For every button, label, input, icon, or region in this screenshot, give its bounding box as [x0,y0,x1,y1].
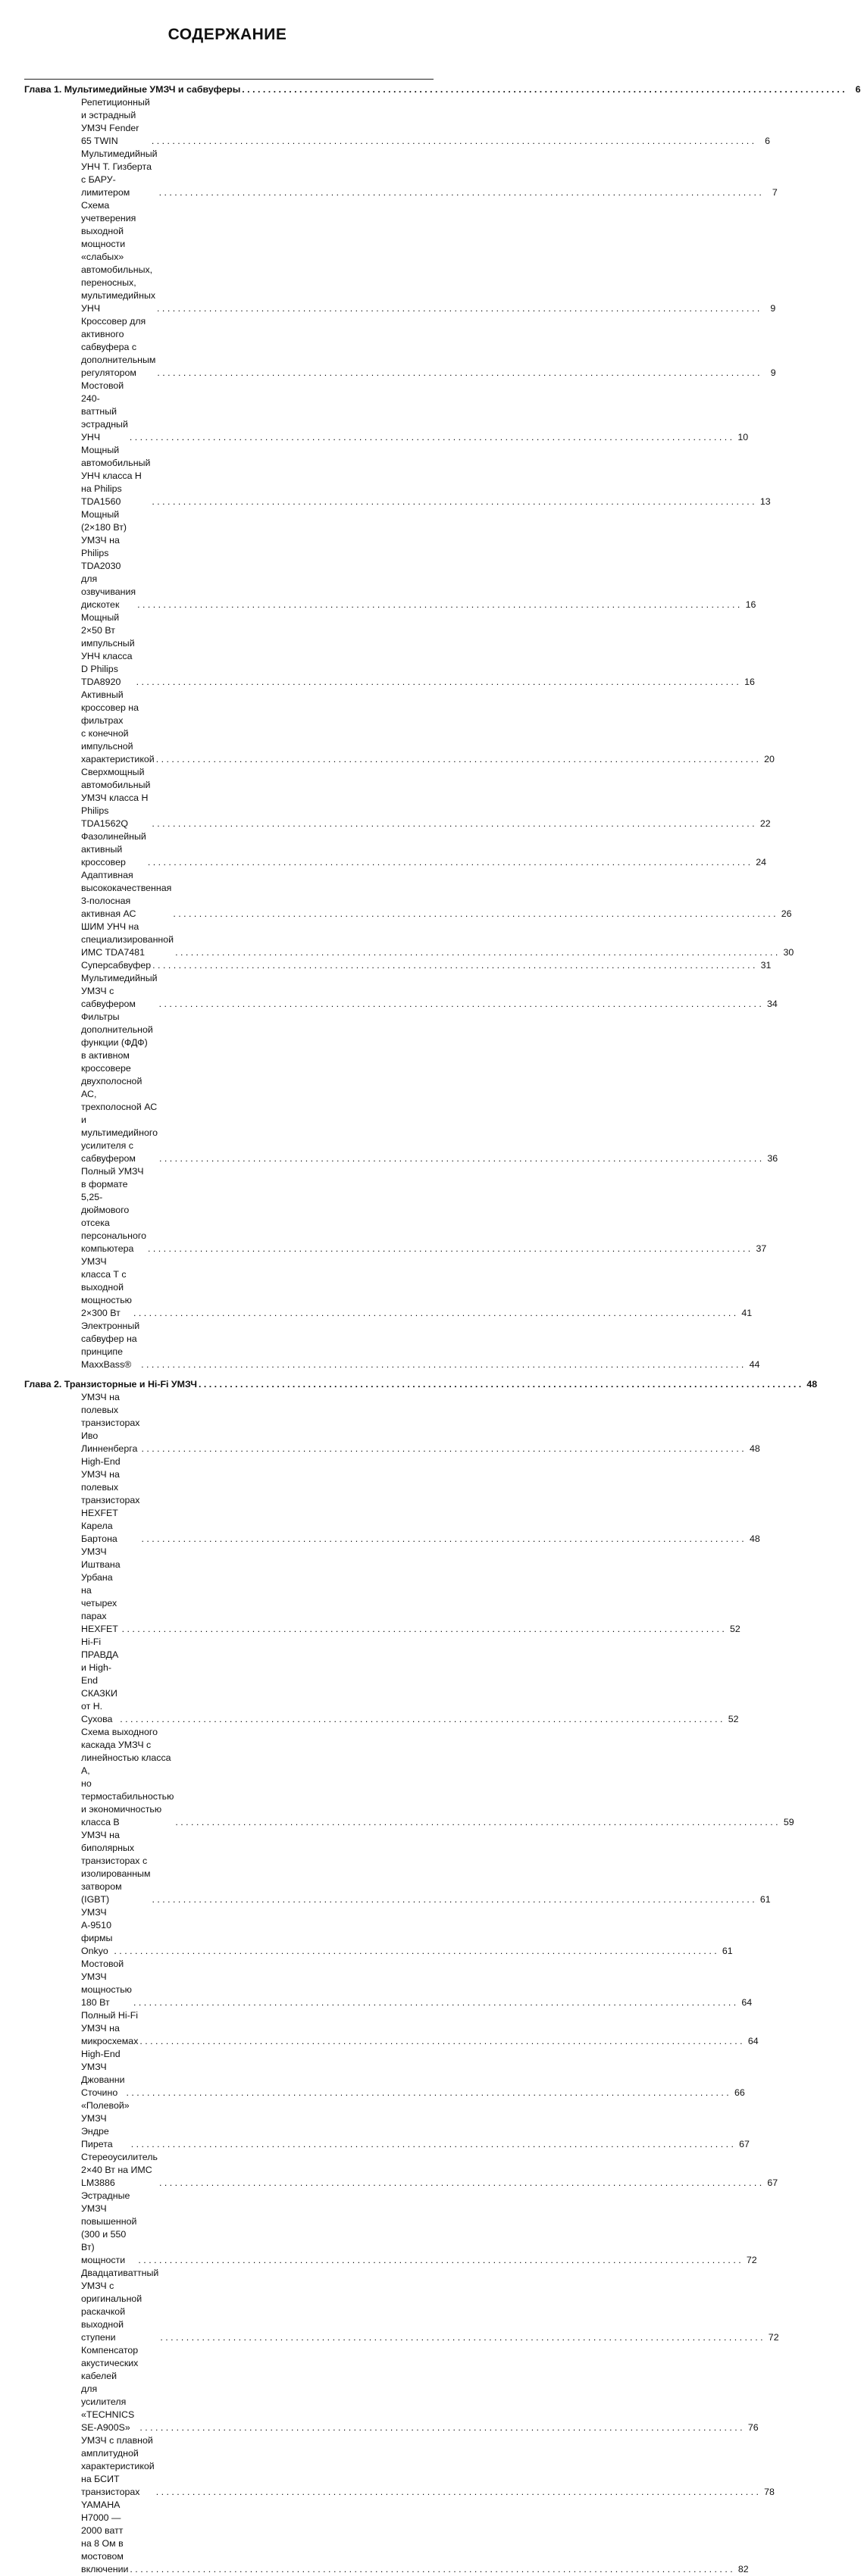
page-number: 20 [764,754,775,764]
entry-title [81,2048,125,2099]
dot-leader [152,818,754,830]
page-number: 24 [756,857,767,868]
page-number: 66 [734,2087,745,2098]
entry-title-line: Сверхмощный автомобильный УМЗЧ класса Н Philips TDA1562Q [81,767,151,829]
entry-title-line: Активный кроссовер на фильтрах [81,689,139,726]
entry-title-line: Полный УМЗЧ в формате 5,25-дюймового отсека [81,1166,144,1228]
page-number: 22 [759,818,771,829]
page-number: 31 [760,960,772,971]
entry-title-line: Схема учетверения выходной мощности «слабых» автомобильных, [81,200,153,275]
page-number: 61 [722,1946,733,1956]
dot-leader [148,856,750,869]
toc-entry[interactable] [81,1320,760,1371]
entry-title [81,830,146,869]
page-number: 64 [747,2036,759,2046]
dot-leader [159,1152,762,1165]
page-number: 26 [781,908,792,919]
dot-leader [152,1893,754,1906]
page-number: 16 [745,599,756,610]
entry-title-line: и мультимедийного усилителя с сабвуфером [81,1114,158,1164]
toc-entry[interactable] [81,2151,778,2190]
entry-title-line: Стереоусилитель 2×40 Вт на ИМС LM3886 [81,2152,158,2188]
entry-title-line: Кроссовер для активного сабвуфера с дополнительным регулятором [81,316,156,378]
toc-entry[interactable] [81,508,756,611]
entry-title [81,1011,158,1165]
entry-title [81,1636,118,1726]
page-number: 48 [749,1533,760,1544]
page-title: СОДЕРЖАНИЕ [168,26,287,43]
dot-leader [175,946,778,959]
entry-title [81,972,158,1011]
entry-title-line: Мощный автомобильный УНЧ класса Н на Philips TDA1560 [81,445,151,507]
page-number: 13 [759,496,771,507]
page-number: 48 [806,1379,818,1390]
toc-entry[interactable] [81,1726,794,1829]
page-number: 6 [765,136,771,146]
entry-title-line: Компенсатор акустических кабелей [81,2345,139,2381]
dot-leader [138,2254,740,2267]
entry-title [81,1726,174,1829]
entry-title [81,1958,132,2009]
toc-entry[interactable] [81,2048,745,2099]
toc-entry[interactable] [81,1165,767,1255]
toc-entry[interactable] [81,1829,771,1906]
dot-leader [159,2177,762,2190]
entry-title-line: УМЗЧ Иштвана Урбана на четырех парах HEXFET [81,1546,121,1634]
toc-chapter-1 [0,83,861,1371]
dot-leader [139,2421,742,2434]
toc-entry[interactable] [81,1455,760,1546]
entry-title-line: Фазолинейный активный кроссовер [81,831,146,868]
page-number: 10 [737,432,749,442]
page-number: 37 [756,1243,767,1254]
entry-title-line: УМЗЧ на полевых транзисторах Иво Линненберга [81,1392,140,1454]
dot-leader [120,1713,722,1726]
entry-title [81,444,150,508]
entry-title [81,959,151,972]
page-number: 9 [770,303,776,314]
entry-title [81,921,174,959]
entry-title-line: ШИМ УНЧ на специализированной ИМС TDA7481 [81,921,174,958]
dot-leader [130,2563,732,2576]
toc-entry[interactable] [81,96,771,148]
page-number: 76 [747,2422,759,2433]
toc-entry[interactable] [81,869,792,921]
dot-leader [152,135,754,148]
dot-leader [141,1358,744,1371]
entry-title [81,2499,128,2576]
entry-title-line: Двадцативаттный УМЗЧ с оригинальной раскачкой выходной ступени [81,2268,159,2343]
page-number: 78 [764,2487,775,2497]
toc-entry[interactable] [81,2190,757,2267]
toc-entry[interactable] [81,921,794,959]
dot-leader [139,2035,742,2048]
entry-title-line: УМЗЧ на биполярных транзисторах с изолированным затвором (IGBT) [81,1830,151,1905]
toc-entry[interactable] [81,2499,749,2576]
title-divider [24,79,434,80]
page-number: 61 [759,1894,771,1905]
toc-entry[interactable] [81,315,776,380]
entry-title [81,380,128,444]
page-number: 59 [783,1817,794,1827]
dot-leader [136,676,739,689]
entry-title [81,1320,139,1371]
entry-title [81,869,171,921]
dot-leader [114,1945,716,1958]
page-number: 67 [739,2139,750,2149]
entry-title-line: Мультимедийный УНЧ Т. Гизберта с БАРУ-лимитером [81,148,158,198]
entry-title [81,2267,158,2344]
entry-title-line: Мостовой УМЗЧ мощностью 180 Вт [81,1959,132,2008]
page-number: 52 [730,1624,740,1634]
page-number: 72 [768,2332,779,2343]
toc-chapter-heading[interactable] [24,83,861,96]
entry-title [81,1906,112,1958]
toc-entry[interactable] [81,2099,750,2151]
entry-title-line: УМЗЧ А-9510 фирмы Onkyo [81,1907,113,1956]
entry-title [81,2434,155,2499]
toc-entry[interactable] [81,689,775,766]
dot-leader [142,1533,744,1546]
toc-entry[interactable] [81,2009,759,2048]
dot-leader [130,431,732,444]
entry-title [81,2344,138,2434]
entry-title-line: Эстрадные УМЗЧ повышенной (300 и 550 Вт) мощности [81,2190,137,2265]
entry-title-line: Полный Hi-Fi УМЗЧ на микросхемах [81,2010,139,2046]
toc-entry[interactable] [81,199,776,315]
page-number: 6 [855,84,861,95]
dot-leader [148,1243,750,1255]
entry-title-line: Мощный 2×50 Вт импульсный УНЧ класса D Philips TDA8920 [81,612,135,687]
dot-leader [156,2486,759,2499]
page-number: 7 [772,187,778,198]
toc-entry[interactable] [81,959,772,972]
toc-entry[interactable] [81,830,767,869]
entry-title-line: Hi-Fi ПРАВДА и High-End СКАЗКИ от Н. Сухова [81,1637,119,1724]
entry-title [81,96,150,148]
dot-leader [157,367,759,380]
entry-title-line: с конечной импульсной характеристикой [81,728,155,764]
toc-entry[interactable] [81,611,755,689]
entry-title [81,199,155,315]
entry-title [81,689,155,766]
page-number: 9 [770,367,776,378]
page-number: 44 [749,1359,760,1370]
page-number: 41 [741,1308,753,1318]
toc-entry[interactable] [81,148,778,199]
entry-title [81,508,136,611]
entry-title-line: для усилителя «TECHNICS SE-A900S» [81,2384,135,2433]
toc-entry[interactable] [81,2344,759,2434]
toc-entry[interactable] [81,1255,753,1320]
entry-title [81,1165,146,1255]
dot-leader [131,2138,734,2151]
page-number: 36 [767,1153,778,1164]
entry-title-line: Мощный (2×180 Вт) УМЗЧ на Philips TDA2030 для озвучивания дискотек [81,509,136,610]
dot-leader [159,998,762,1011]
toc-entry[interactable] [81,1391,760,1455]
entry-title-line: High-End УМЗЧ на полевых транзисторах HEXFET Карела Бартона [81,1456,140,1544]
entry-title [81,2151,158,2190]
entry-title [81,1829,150,1906]
toc-entry[interactable] [81,1906,733,1958]
entry-title-line: УМЗЧ с плавной амплитудной характеристикой на БСИТ транзисторах [81,2435,155,2497]
entry-title-line: Адаптивная высококачественная 3-полосная активная АС [81,870,172,919]
dot-leader [133,1996,736,2009]
toc-entry[interactable] [81,1546,740,1636]
entry-title [81,1455,140,1546]
entry-title [81,1391,140,1455]
entry-title [81,2190,136,2267]
dot-leader [127,2087,729,2099]
page-number: 30 [783,947,794,958]
entry-title-line: Электронный сабвуфер на принципе MaxxBass® [81,1321,140,1370]
entry-title-line: переносных, мультимедийных УНЧ [81,277,156,314]
dot-leader [133,1307,736,1320]
page-number: 82 [737,2564,749,2574]
entry-title-line: «Полевой» УМЗЧ Эндре Пирета [81,2100,130,2149]
entry-title [81,2009,138,2048]
entry-title-line: персонального компьютера [81,1230,147,1254]
page-number: 64 [741,1997,753,2008]
entry-title-line: в активном кроссовере двухполосной АС, трехполосной АС [81,1050,158,1112]
toc-entry[interactable] [81,1636,739,1726]
entry-title [81,1255,132,1320]
entry-title-line: Мультимедийный УМЗЧ с сабвуфером [81,973,158,1009]
dot-leader [142,1443,744,1455]
entry-title-line: но термостабильностью и экономичностью класса В [81,1778,174,1827]
entry-title [81,766,150,830]
dot-leader [173,908,775,921]
entry-title [81,1546,121,1636]
entry-title-line: Схема выходного каскада УМЗЧ с линейностью класса А, [81,1727,171,1776]
toc-entry[interactable] [81,972,778,1011]
toc-entry[interactable] [81,2267,779,2344]
table-of-contents [0,83,861,2576]
toc-entry[interactable] [81,1958,753,2009]
entry-title-line: Репетиционный и эстрадный УМЗЧ Fender 65 TWIN [81,97,150,146]
dot-leader [152,496,754,508]
entry-title [81,148,158,199]
chapter-title: Глава 2. Транзисторные и Hi-Fi УМЗЧ [24,1379,197,1390]
page-number: 52 [728,1714,739,1724]
entry-title-line: Мостовой 240-ваттный эстрадный УНЧ [81,380,128,442]
toc-chapter-2 [0,1378,818,2576]
toc-chapter-heading[interactable] [24,1378,818,1391]
entry-title [81,611,135,689]
chapter-title: Глава 1. Мультимедийные УМЗЧ и сабвуферы [24,84,241,95]
page-number: 48 [749,1443,760,1454]
toc-entry[interactable] [81,766,771,830]
page-number: 67 [767,2177,778,2188]
toc-entry[interactable] [81,1011,778,1165]
entry-title-line: УМЗЧ класса Т с выходной мощностью 2×300 Вт [81,1256,132,1318]
entry-title-line: Суперсабвуфер [81,960,152,971]
entry-title [81,2099,130,2151]
entry-title [81,315,155,380]
toc-entry[interactable] [81,380,749,444]
dot-leader [242,83,844,96]
dot-leader [199,1378,801,1391]
dot-leader [159,186,762,199]
entry-title-line: Фильтры дополнительной функции (ФДФ) [81,1011,153,1048]
toc-entry[interactable] [81,2434,775,2499]
page-number: 16 [744,677,755,687]
toc-entry[interactable] [81,444,771,508]
dot-leader [137,599,740,611]
page-number: 72 [746,2255,757,2265]
dot-leader [122,1623,725,1636]
dot-leader [152,959,755,972]
entry-title-line: High-End УМЗЧ Джованни Сточино [81,2049,125,2098]
dot-leader [160,2331,762,2344]
dot-leader [157,302,759,315]
dot-leader [156,753,759,766]
entry-title-line: YAMAHA H7000 — 2000 ватт на 8 Ом в мостовом включении [81,2499,129,2574]
page-number: 34 [767,999,778,1009]
dot-leader [175,1816,778,1829]
